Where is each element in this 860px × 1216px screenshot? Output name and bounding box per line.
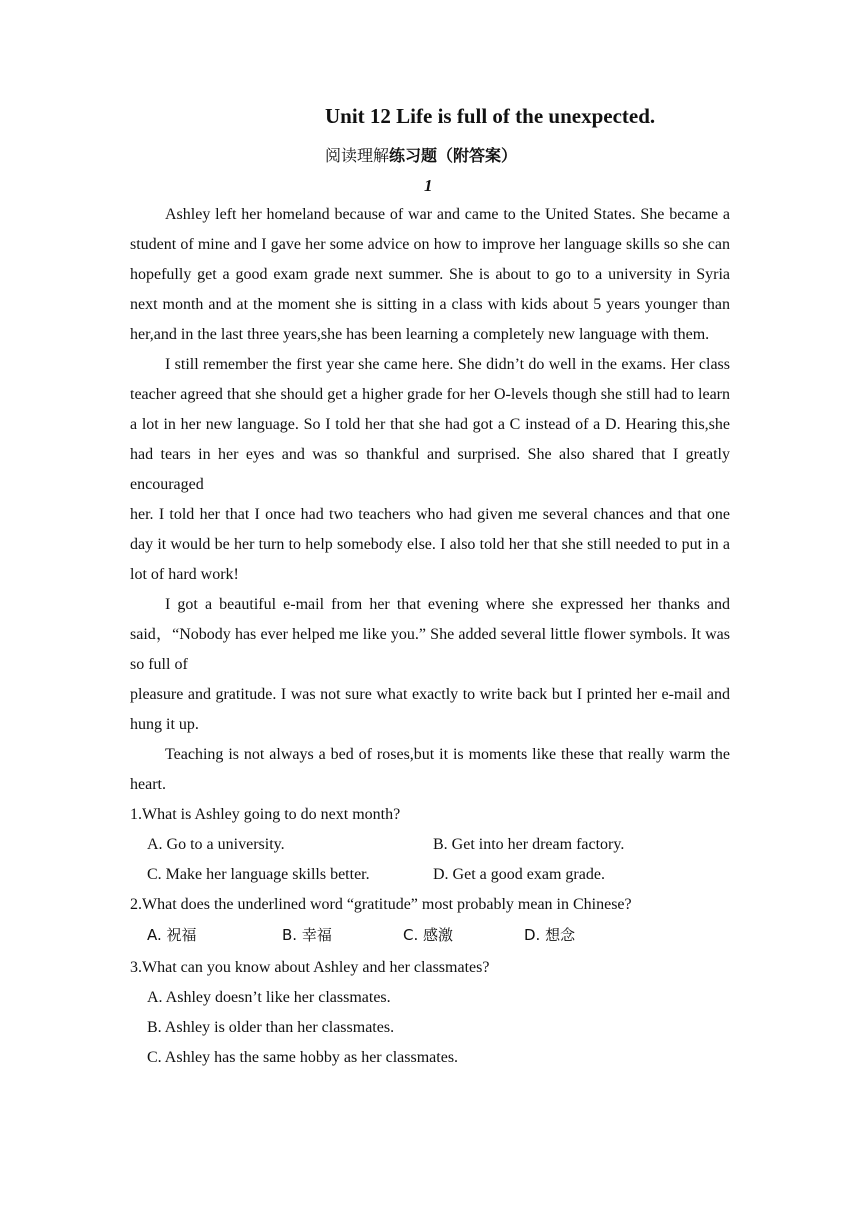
passage-paragraph: pleasure and gratitude. I was not sure what exactly to write back but I printed her e-mail and hung it up. [130, 686, 730, 733]
question-stem: 3.What can you know about Ashley and her classmates? [130, 959, 490, 976]
passage-paragraph: I still remember the first year she came here. She didn’t do well in the exams. Her class teacher agreed that she should get a higher grade for her O-levels though she still had to learn a lot in her new language. So I told her that she had got a C instead of a D. Hearing this,she had tears in her eyes and was so thankful and surprised. She also shared that I greatly encouraged [130, 356, 730, 493]
option-c: C. Make her language skills better. [147, 866, 370, 883]
option-d: D. 想念 [524, 926, 576, 944]
question-stem: 1.What is Ashley going to do next month? [130, 806, 401, 823]
subtitle-plain: 阅读理解 [325, 146, 390, 165]
passage-paragraph: Ashley left her homeland because of war and came to the United States. She became a student of mine and I gave her some advice on how to improve her language skills so she can hopefully get a good exam grade next summer. She is about to go to a university in Syria next month and at the moment she is sitting in a class with kids about 5 years younger than her,and in the last three years,she has been learning a completely new language with them. [130, 206, 730, 343]
option-row [130, 830, 730, 860]
option-b: B. Ashley is older than her classmates. [147, 1019, 395, 1036]
document-body [130, 200, 730, 1073]
option-row [130, 920, 730, 950]
option-a: A. Go to a university. [147, 836, 285, 853]
option-b: B. 幸福 [282, 926, 332, 944]
section-number: 1 [424, 176, 433, 195]
passage-paragraph: her. I told her that I once had two teachers who had given me several chances and that one day it would be her turn to help somebody else. I also told her that she still needed to put in a lot of hard work! [130, 506, 730, 583]
question-stem: 2.What does the underlined word “gratitude” most probably mean in Chinese? [130, 896, 632, 913]
option-b: B. Get into her dream factory. [433, 836, 625, 853]
passage-paragraph: I got a beautiful e-mail from her that evening where she expressed her thanks and said，“Nobody has ever helped me like you.” She added several little flower symbols. It was so full of [130, 596, 730, 673]
option-c: C. Ashley has the same hobby as her classmates. [147, 1049, 459, 1066]
option-row [130, 860, 730, 890]
passage-paragraph: Teaching is not always a bed of roses,but it is moments like these that really warm the heart. [130, 746, 730, 793]
option-c: C. 感激 [403, 926, 454, 944]
option-a: A. 祝福 [147, 926, 197, 944]
document-subtitle [325, 143, 517, 166]
subtitle-bold: 练习题（附答案） [389, 146, 518, 165]
option-a: A. Ashley doesn’t like her classmates. [147, 989, 391, 1006]
document-title: Unit 12 Life is full of the unexpected. [325, 104, 656, 128]
option-d: D. Get a good exam grade. [433, 866, 605, 883]
